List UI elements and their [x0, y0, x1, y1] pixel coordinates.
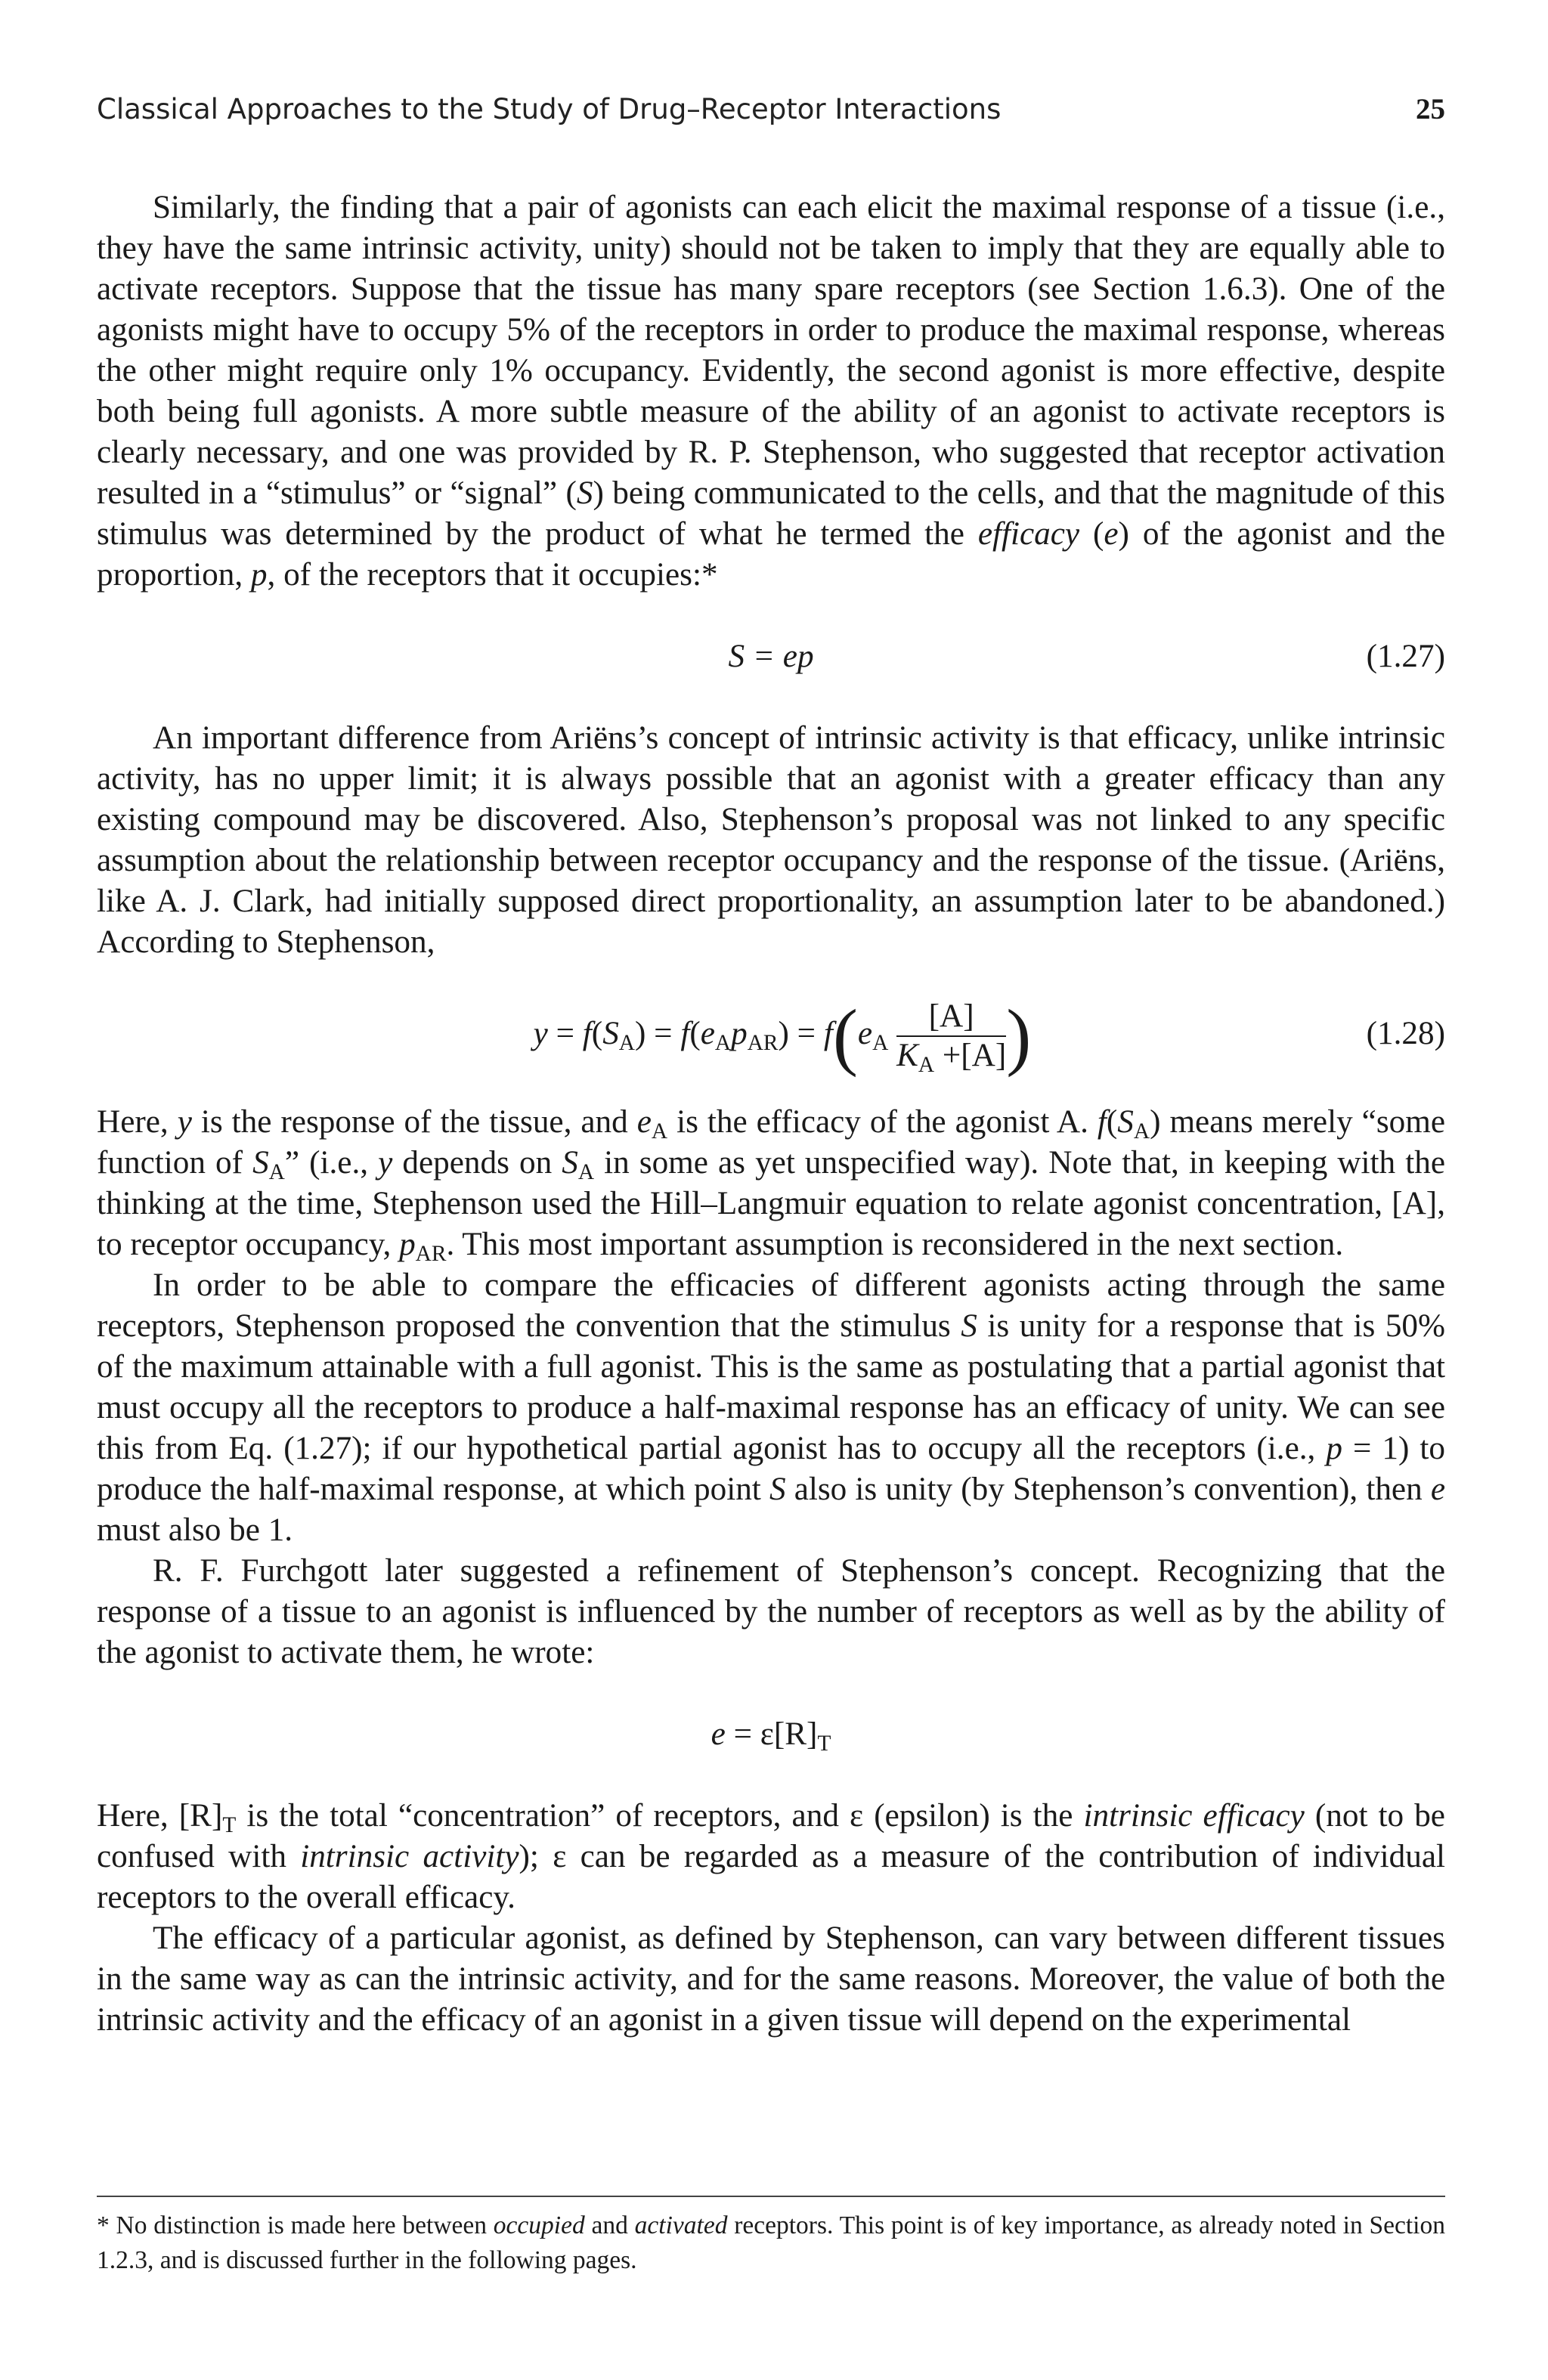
page-number: 25: [1416, 93, 1445, 125]
body-text: [97, 187, 1445, 2041]
footnote: * No distinction is made here between occupied and activated receptors. This point is of key importance, as already noted in Section 1.2.3, and is discussed further in the following pages.: [97, 2211, 1445, 2274]
paragraph-6: Here, $[R]_T$ is the total “concentration” of receptors, and ε (epsilon) is the intrinsic efficacy (not to be confused with intrinsic activity); ε can be regarded as a measure of the contribution of individual receptors to the overall efficacy.: [97, 1798, 1445, 1915]
fraction: $\frac{[A]}{K_A +[A]}$: [896, 998, 1007, 1078]
equation-1-27: S = ep (1.27): [97, 636, 1445, 677]
paragraph-3: Here, y is the response of the tissue, and $e_A$ is the efficacy of the agonist A. $f(S_A)$ means merely “some function of $S_A$” (i.e., y depends on $S_A$ in some as yet unspecified way). Note that, in keeping with the thinking at the time, Stephenson used the Hill–Langmuir equation to relate agonist concentration, [A], to receptor occupancy, $p_{AR}$. This most important assumption is reconsidered in the next section.: [97, 1104, 1445, 1267]
footnote-divider: [97, 2196, 1445, 2197]
equation-number: (1.27): [1366, 639, 1445, 674]
running-head: Classical Approaches to the Study of Drug–Receptor Interactions: [97, 93, 1002, 125]
equation-number: (1.28): [1366, 1016, 1445, 1051]
paragraph-1: Similarly, the finding that a pair of agonists can each elicit the maximal response of a tissue (i.e., they have the same intrinsic activity, unity) should not be taken to imply that they are equally able to activate receptors. Suppose that the tissue has many spare receptors (see Section 1.6.3). One of the agonists might have to occupy 5% of the receptors in order to produce the maximal response, whereas the other might require only 1% occupancy. Evidently, the second agonist is more effective, despite both being full agonists. A more subtle measure of the ability of an agonist to activate receptors is clearly necessary, and one was provided by R. P. Stephenson, who suggested that receptor activation resulted in a “stimulus” or “signal” (S) being communicated to the cells, and that the magnitude of this stimulus was determined by the product of what he termed the efficacy (e) of the agonist and the proportion, p, of the receptors that it occupies:*: [97, 190, 1445, 593]
equation-efficacy: $e = \varepsilon[R]_T$: [711, 1716, 831, 1756]
paragraph-7: The efficacy of a particular agonist, as defined by Stephenson, can vary between different tissues in the same way as can the intrinsic activity, and for the same reasons. Moreover, the value of both the intrinsic activity and the efficacy of an agonist in a given tissue will depend on the experimental: [97, 1920, 1445, 2038]
page-header: [97, 92, 1445, 126]
paragraph-4: In order to be able to compare the efficacies of different agonists acting through the same receptors, Stephenson proposed the convention that the stimulus S is unity for a response that is 50% of the maximum attainable with a full agonist. This is the same as postulating that a partial agonist that must occupy all the receptors to produce a half-maximal response has an efficacy of unity. We can see this from Eq. (1.27); if our hypothetical partial agonist has to occupy all the receptors (i.e., p = 1) to produce the half-maximal response, at which point S also is unity (by Stephenson’s convention), then e must also be 1.: [97, 1267, 1445, 1548]
paragraph-2: An important difference from Ariëns’s concept of intrinsic activity is that efficacy, unlike intrinsic activity, has no upper limit; it is always possible that an agonist with a greater efficacy than any existing compound may be discovered. Also, Stephenson’s proposal was not linked to any specific assumption about the relationship between receptor occupancy and the response of the tissue. (Ariëns, like A. J. Clark, had initially supposed direct proportionality, an assumption later to be abandoned.) According to Stephenson,: [97, 720, 1445, 960]
paragraph-5: R. F. Furchgott later suggested a refinement of Stephenson’s concept. Recognizing that the response of a tissue to an agonist is influenced by the number of receptors as well as by the ability of the agonist to activate them, he wrote:: [97, 1553, 1445, 1670]
equation-1-28: $y = f(S_A) = f(e_Ap_{AR}) = f(e_A$ $\frac{[A]}{K_A +[A]}$ ) (1.28): [533, 995, 1445, 1079]
